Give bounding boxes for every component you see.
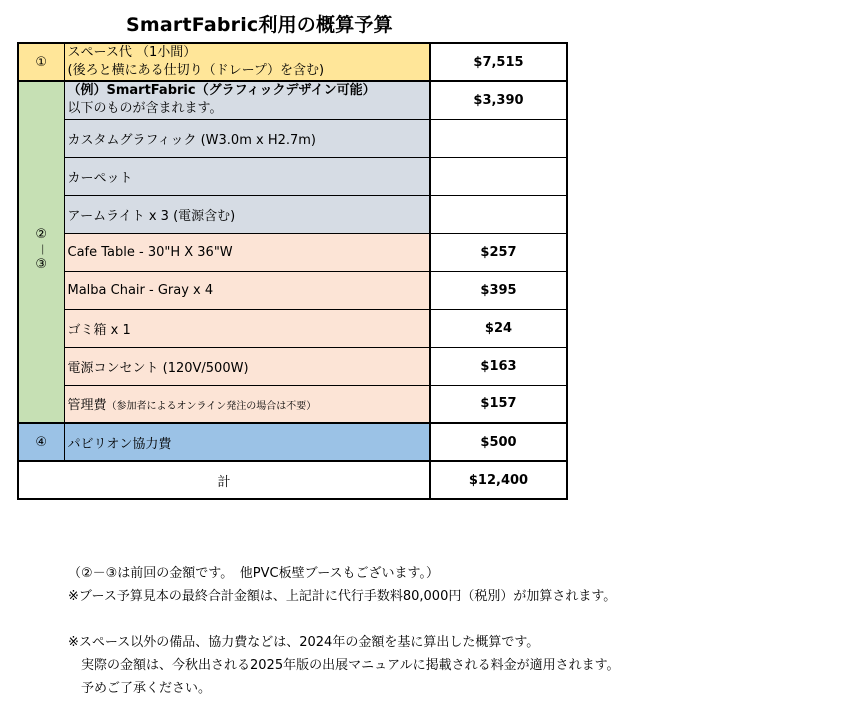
graphic-label: カスタムグラフィック (W3.0m x H2.7m) xyxy=(64,119,430,157)
table-row-total xyxy=(18,461,567,499)
armlight-price xyxy=(430,195,567,233)
row-number-2-3: ②－③ xyxy=(18,81,64,423)
carpet-label: カーペット xyxy=(64,157,430,195)
table-row-outlet xyxy=(18,347,567,385)
chair-label: Malba Chair - Gray x 4 xyxy=(64,271,430,309)
outlet-label: 電源コンセント (120V/500W) xyxy=(64,347,430,385)
table-row-management xyxy=(18,385,567,423)
row-number-1: ① xyxy=(18,43,64,81)
table-row-example xyxy=(18,81,567,119)
note-line xyxy=(68,608,620,631)
table-row-pavilion xyxy=(18,423,567,461)
table-row-space xyxy=(18,43,567,81)
table-row-carpet xyxy=(18,157,567,195)
trash-price: $24 xyxy=(430,309,567,347)
chair-price: $395 xyxy=(430,271,567,309)
armlight-label: アームライト x 3 (電源含む) xyxy=(64,195,430,233)
example-package-description: （例）SmartFabric（グラフィックデザイン可能） 以下のものが含まれます。 xyxy=(64,81,430,119)
graphic-price xyxy=(430,119,567,157)
notes xyxy=(68,562,620,700)
table-row-trash xyxy=(18,309,567,347)
trash-label: ゴミ箱 x 1 xyxy=(64,309,430,347)
management-fee-price: $157 xyxy=(430,385,567,423)
note-line: 実際の金額は、今秋出される2025年版の出展マニュアルに掲載される料金が適用されます。 xyxy=(68,658,620,673)
total-price: $12,400 xyxy=(430,461,567,499)
carpet-price xyxy=(430,157,567,195)
note-line: 予めご了承ください。 xyxy=(68,681,212,696)
page-title: SmartFabric利用の概算予算 xyxy=(126,14,393,36)
outlet-price: $163 xyxy=(430,347,567,385)
note-line: ※ブース予算見本の最終合計金額は、上記計に代行手数料80,000円（税別）が加算されます。 xyxy=(68,589,617,604)
cafe-table-label: Cafe Table - 30"H X 36"W xyxy=(64,233,430,271)
table-row-cafe-table xyxy=(18,233,567,271)
table-row-graphic xyxy=(18,119,567,157)
budget-table xyxy=(17,42,568,500)
row-number-4: ④ xyxy=(18,423,64,461)
table-row-armlight xyxy=(18,195,567,233)
space-fee-description: スペース代 （1小間） (後ろと横にある仕切り（ドレープ）を含む) xyxy=(64,43,430,81)
pavilion-fee-label: パビリオン協力費 xyxy=(64,423,430,461)
space-fee-price: $7,515 xyxy=(430,43,567,81)
total-label: 計 xyxy=(18,461,430,499)
table-row-chair xyxy=(18,271,567,309)
cafe-table-price: $257 xyxy=(430,233,567,271)
management-fee-label: 管理費（参加者によるオンライン発注の場合は不要） xyxy=(64,385,430,423)
pavilion-fee-price: $500 xyxy=(430,423,567,461)
example-package-price: $3,390 xyxy=(430,81,567,119)
note-line: （②－③は前回の金額です。 他PVC板壁ブースもございます。） xyxy=(68,566,439,581)
note-line: ※スペース以外の備品、協力費などは、2024年の金額を基に算出した概算です。 xyxy=(68,635,540,650)
